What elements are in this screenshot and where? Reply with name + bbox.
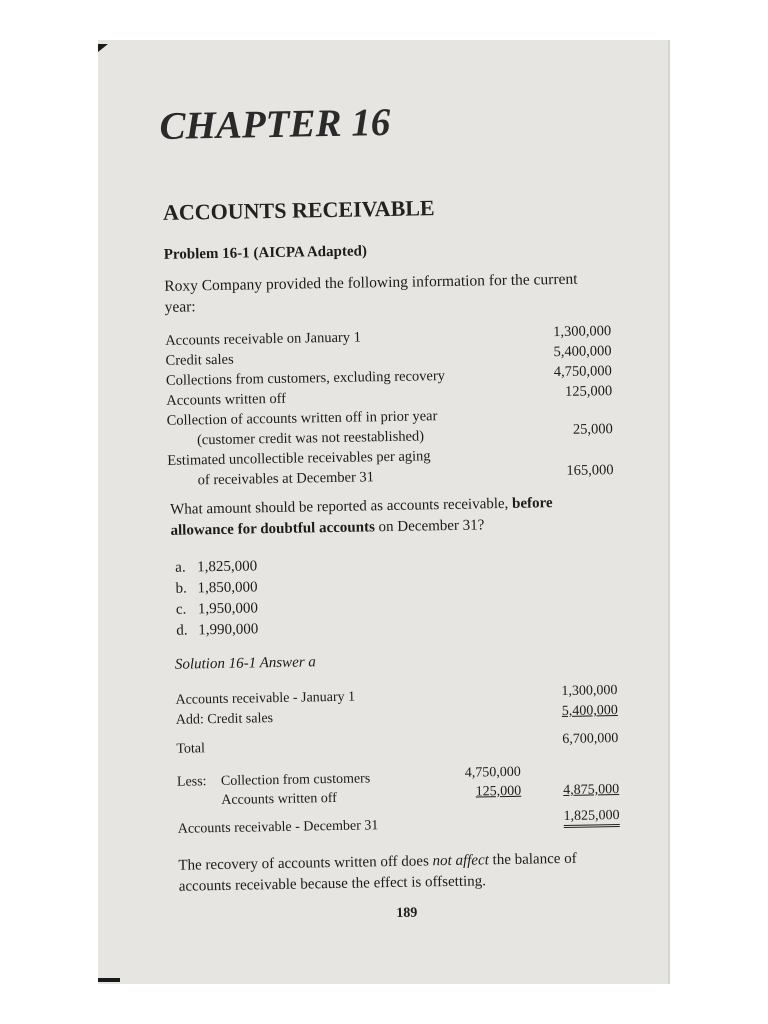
solution-collection-value: 4,750,000	[464, 764, 521, 781]
solution-less-total-value: 4,875,000	[563, 782, 620, 799]
solution-total-label: Total	[176, 741, 206, 757]
item-label: Collection of accounts written off in prior year	[166, 408, 438, 429]
choice-a: a. 1,825,000	[175, 558, 258, 576]
page-bottom-mark	[98, 978, 120, 982]
solution-title: Solution 16-1 Answer a	[174, 654, 317, 673]
chapter-heading: CHAPTER 16	[159, 100, 391, 148]
item-label: Credit sales	[165, 351, 234, 369]
choice-d: d. 1,990,000	[176, 621, 259, 639]
item-label: Collections from customers, excluding recovery	[165, 368, 446, 389]
book-page	[98, 40, 670, 984]
solution-total-value: 6,700,000	[562, 731, 619, 748]
solution-ar-jan-value: 1,300,000	[561, 683, 618, 700]
intro-line-2: year:	[164, 298, 196, 316]
item-label: of receivables at December 31	[197, 469, 375, 489]
solution-credit-sales-label: Add: Credit sales	[175, 711, 274, 728]
solution-written-off-label: Accounts written off	[221, 790, 338, 808]
solution-ar-dec-label: Accounts receivable - December 31	[177, 818, 379, 837]
item-value: 5,400,000	[553, 343, 612, 361]
solution-less-label: Less:	[176, 774, 207, 790]
solution-collection-label: Collection from customers	[220, 771, 371, 789]
question-line-1: What amount should be reported as accounts receivable, before	[170, 495, 553, 518]
item-value: 1,300,000	[553, 323, 612, 341]
item-label: Accounts receivable on January 1	[165, 329, 362, 349]
intro-line-1: Roxy Company provided the following information for the current	[164, 270, 578, 295]
page-number: 189	[396, 905, 418, 921]
item-value: 25,000	[572, 421, 613, 438]
problem-title: Problem 16-1 (AICPA Adapted)	[163, 243, 368, 263]
page-content	[156, 32, 626, 921]
item-value: 125,000	[564, 383, 613, 400]
note-line-2: accounts receivable because the effect is offsetting.	[178, 873, 487, 895]
item-value: 4,750,000	[553, 363, 612, 381]
choice-c: c. 1,950,000	[175, 600, 259, 618]
question-line-2: allowance for doubtful accounts on December 31?	[170, 517, 485, 539]
item-label: Estimated uncollectible receivables per aging	[167, 448, 431, 469]
solution-ar-dec-value: 1,825,000	[529, 808, 619, 826]
note-line-1: The recovery of accounts written off does not affect the balance of	[178, 850, 577, 874]
solution-written-off-value: 125,000	[475, 783, 522, 800]
item-label: (customer credit was not reestablished)	[196, 428, 425, 449]
item-label: Accounts written off	[166, 390, 287, 409]
section-title: ACCOUNTS RECEIVABLE	[162, 195, 435, 225]
item-value: 165,000	[566, 462, 614, 479]
choice-b: b. 1,850,000	[175, 579, 258, 597]
solution-ar-jan-label: Accounts receivable - January 1	[175, 689, 356, 708]
solution-credit-sales-value: 5,400,000	[561, 703, 618, 720]
